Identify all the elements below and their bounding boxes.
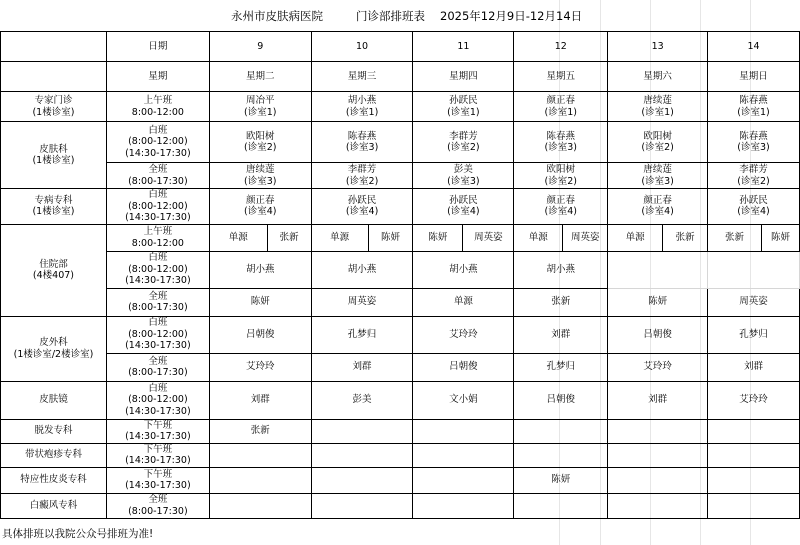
doctor-name: 欧阳树	[643, 130, 672, 142]
doctor-name: 胡小燕	[514, 251, 608, 288]
corner-cell	[1, 62, 107, 92]
dept-hair: 脱发专科	[1, 419, 107, 443]
doctor-name	[413, 419, 514, 443]
shift-cell	[106, 224, 209, 251]
doctor-name: 李群芳	[347, 164, 377, 175]
shift-time: (8:00-17:30)	[128, 367, 188, 378]
doctor-name: 艾玲玲	[708, 381, 800, 419]
doctor-cell	[514, 163, 608, 189]
dept-name: 皮肤科	[39, 143, 68, 155]
doctor-cell	[413, 92, 514, 122]
doctor-name: 胡小燕	[209, 251, 311, 288]
doctor-cell	[209, 189, 311, 225]
shift-label: 下午班	[143, 443, 173, 455]
date-cell: 14	[708, 32, 800, 62]
doctor-name: 欧阳树	[546, 164, 576, 175]
doctor-name: 陈妍	[413, 224, 463, 251]
weekday-cell: 星期三	[311, 62, 413, 92]
weekday-cell: 星期六	[608, 62, 708, 92]
doctor-name	[209, 443, 311, 467]
doctor-name: 唐续莲	[643, 95, 672, 106]
doctor-name: 刘群	[209, 381, 311, 419]
doctor-name	[311, 493, 413, 518]
doctor-name	[311, 443, 413, 467]
shift-time: (8:00-12:00)	[128, 136, 188, 148]
doctor-name: 孙跃民	[739, 194, 768, 206]
shift-label: 全班	[148, 290, 168, 302]
shift-time: (8:00-12:00)	[128, 263, 188, 275]
room-label: (诊室4)	[737, 206, 770, 218]
doctor-name: 单源	[209, 224, 267, 251]
hospital-name: 永州市皮肤病医院	[231, 9, 323, 23]
doctor-cell	[708, 189, 800, 225]
room-label: (诊室3)	[345, 142, 379, 153]
doctor-name	[413, 493, 514, 518]
doctor-name: 周英姿	[463, 224, 514, 251]
dept-inpatient	[1, 224, 107, 316]
dept-name: 皮外科	[39, 337, 68, 348]
doctor-name: 欧阳树	[245, 130, 275, 142]
shift-label: 上午班	[143, 226, 173, 237]
zoster-row	[1, 443, 800, 467]
doctor-cell	[514, 92, 608, 122]
room-label: (诊室4)	[544, 206, 577, 218]
doctor-name: 张新	[514, 288, 608, 316]
doctor-name	[608, 467, 708, 493]
doctor-cell	[209, 163, 311, 189]
doctor-cell	[311, 122, 413, 163]
shift-time: (14:30-17:30)	[125, 212, 191, 223]
shift-time: (8:00-17:30)	[128, 505, 188, 517]
doctor-cell	[708, 163, 800, 189]
weekday-cell: 星期日	[708, 62, 800, 92]
doctor-name: 艾玲玲	[608, 353, 708, 381]
doctor-name: 颜正春	[546, 95, 576, 106]
doctor-name	[708, 493, 800, 518]
doctor-name: 单源	[413, 288, 514, 316]
shift-cell	[106, 251, 209, 288]
doctor-name: 张新	[663, 224, 708, 251]
surgery-day-row	[1, 316, 800, 353]
doctor-name	[311, 467, 413, 493]
shift-time: (14:30-17:30)	[125, 340, 191, 352]
shift-label: 全班	[148, 494, 168, 505]
room-label: (诊室3)	[447, 175, 480, 187]
doctor-name	[608, 419, 708, 443]
shift-cell	[106, 353, 209, 381]
dept-derm	[1, 122, 107, 189]
room-label: (诊室1)	[544, 106, 577, 118]
shift-time: (8:00-17:30)	[128, 175, 188, 187]
doctor-cell	[413, 122, 514, 163]
shift-label: 下午班	[143, 419, 173, 431]
shift-time: (14:30-17:30)	[125, 147, 191, 159]
doctor-name: 张新	[267, 224, 311, 251]
room-label: (诊室1)	[345, 106, 379, 118]
doctor-name: 艾玲玲	[209, 353, 311, 381]
doctor-name	[608, 493, 708, 518]
shift-cell	[106, 493, 209, 518]
doctor-name: 李群芳	[739, 164, 768, 175]
doctor-name: 陈妍	[608, 288, 708, 316]
shift-time: (14:30-17:30)	[125, 431, 191, 442]
special-row	[1, 189, 800, 225]
doctor-name: 胡小燕	[311, 251, 413, 288]
date-cell: 9	[209, 32, 311, 62]
dept-zoster: 带状疱疹专科	[1, 443, 107, 467]
room-label: (诊室2)	[737, 175, 770, 187]
doctor-name: 孔梦归	[708, 316, 800, 353]
doctor-name	[514, 493, 608, 518]
shift-label: 白班	[148, 382, 168, 394]
doctor-cell	[311, 163, 413, 189]
shift-cell	[106, 467, 209, 493]
doctor-name: 吕朝俊	[209, 316, 311, 353]
doctor-name: 彭美	[453, 164, 473, 175]
doctor-name: 陈春燕	[739, 130, 768, 142]
room-label: (诊室2)	[544, 175, 577, 187]
room-label: (诊室2)	[345, 175, 379, 187]
room-label: (诊室1)	[244, 106, 277, 118]
doctor-name: 唐续莲	[643, 164, 672, 175]
doctor-cell	[608, 92, 708, 122]
doctor-name: 李群芳	[449, 130, 478, 142]
empty-cell	[708, 251, 800, 288]
shift-time: (14:30-17:30)	[125, 455, 191, 466]
doctor-name	[708, 419, 800, 443]
doctor-cell	[209, 122, 311, 163]
shift-cell	[106, 443, 209, 467]
shift-time: 8:00-12:00	[131, 237, 184, 249]
doctor-cell	[209, 92, 311, 122]
shift-cell	[106, 288, 209, 316]
room-label: (诊室2)	[244, 142, 277, 153]
doctor-name: 陈春燕	[739, 95, 768, 106]
dept-location: (1楼诊室)	[32, 155, 75, 166]
doctor-name: 张新	[209, 419, 311, 443]
room-label: (诊室4)	[447, 206, 480, 218]
doctor-name: 周英姿	[311, 288, 413, 316]
doctor-name: 张新	[708, 224, 762, 251]
doctor-name: 吕朝俊	[413, 353, 514, 381]
doctor-name: 唐续莲	[245, 164, 275, 175]
doctor-name: 陈春燕	[546, 130, 576, 142]
hair-row	[1, 419, 800, 443]
room-label: (诊室3)	[244, 175, 277, 187]
expert-row	[1, 92, 800, 122]
doctor-cell	[514, 122, 608, 163]
doctor-name: 周冶平	[245, 95, 275, 106]
doctor-name: 吕朝俊	[514, 381, 608, 419]
doctor-cell	[708, 122, 800, 163]
shift-cell	[106, 122, 209, 163]
room-label: (诊室3)	[544, 142, 577, 153]
date-label: 日期	[106, 32, 209, 62]
room-label: (诊室4)	[244, 206, 277, 218]
doctor-name: 周英姿	[708, 288, 800, 316]
dept-location: (1楼诊室)	[32, 106, 75, 118]
shift-label: 上午班	[143, 95, 173, 106]
doctor-cell	[311, 189, 413, 225]
doctor-name: 孙跃民	[449, 95, 478, 106]
inpatient-full-row	[1, 288, 800, 316]
room-label: (诊室3)	[737, 142, 770, 153]
atopic-row	[1, 467, 800, 493]
doctor-name	[209, 467, 311, 493]
doctor-name: 单源	[608, 224, 663, 251]
inpatient-am-row	[1, 224, 800, 251]
doctor-name: 陈春燕	[347, 130, 377, 142]
shift-time: (14:30-17:30)	[125, 480, 191, 491]
dept-surgery	[1, 316, 107, 381]
shift-time: (14:30-17:30)	[125, 275, 191, 287]
doctor-cell	[608, 163, 708, 189]
doctor-name: 文小娟	[413, 381, 514, 419]
shift-label: 白班	[148, 252, 168, 264]
shift-label: 全班	[148, 164, 168, 175]
doctor-name: 艾玲玲	[413, 316, 514, 353]
doctor-name: 单源	[311, 224, 368, 251]
room-label: (诊室2)	[447, 142, 480, 153]
room-label: (诊室1)	[641, 106, 674, 118]
doctor-name	[413, 467, 514, 493]
date-cell: 11	[413, 32, 514, 62]
doctor-name: 颜正春	[643, 194, 672, 206]
dept-name: 皮肤镜	[39, 394, 68, 406]
shift-time: (14:30-17:30)	[125, 405, 191, 417]
doctor-cell	[413, 189, 514, 225]
doctor-name: 单源	[514, 224, 563, 251]
dept-special	[1, 189, 107, 225]
doctor-name	[608, 443, 708, 467]
weekday-cell: 星期二	[209, 62, 311, 92]
weekday-row	[1, 62, 800, 92]
doctor-name: 颜正春	[546, 194, 576, 206]
doctor-name: 孔梦归	[514, 353, 608, 381]
doctor-name	[413, 443, 514, 467]
inpatient-day-row	[1, 251, 800, 288]
doctor-cell	[311, 92, 413, 122]
derm-day-row	[1, 122, 800, 163]
shift-cell	[106, 189, 209, 225]
weekday-label: 星期	[106, 62, 209, 92]
shift-cell	[106, 316, 209, 353]
corner-cell	[1, 32, 107, 62]
dept-location: (1楼诊室)	[32, 206, 75, 218]
shift-label: 全班	[148, 355, 168, 367]
shift-label: 白班	[148, 124, 168, 136]
date-row	[1, 32, 800, 62]
shift-cell	[106, 92, 209, 122]
dept-atopic: 特应性皮炎专科	[1, 467, 107, 493]
dept-expert	[1, 92, 107, 122]
doctor-name	[311, 419, 413, 443]
shift-time: (8:00-12:00)	[128, 394, 188, 406]
scope-row	[1, 381, 800, 419]
doctor-name	[514, 419, 608, 443]
doctor-name: 颜正春	[245, 194, 275, 206]
room-label: (诊室4)	[641, 206, 674, 218]
date-cell: 12	[514, 32, 608, 62]
schedule-table	[0, 31, 800, 519]
doctor-name: 陈妍	[368, 224, 413, 251]
page-title: 门诊部排班表	[356, 9, 425, 23]
doctor-name: 彭美	[311, 381, 413, 419]
doctor-cell	[514, 189, 608, 225]
shift-label: 白班	[148, 189, 168, 200]
dept-location: (4楼407)	[32, 270, 74, 281]
doctor-name: 刘群	[311, 353, 413, 381]
shift-time: 8:00-12:00	[131, 106, 184, 118]
doctor-cell	[608, 189, 708, 225]
doctor-name: 刘群	[708, 353, 800, 381]
empty-cell	[608, 251, 708, 288]
doctor-name	[209, 493, 311, 518]
derm-full-row	[1, 163, 800, 189]
dept-vitiligo: 白癜风专科	[1, 493, 107, 518]
shift-cell	[106, 419, 209, 443]
doctor-name	[708, 443, 800, 467]
date-cell: 13	[608, 32, 708, 62]
dept-name: 专病专科	[34, 194, 73, 206]
doctor-name: 胡小燕	[347, 95, 377, 106]
doctor-name: 周英姿	[563, 224, 608, 251]
doctor-name	[514, 443, 608, 467]
doctor-name: 孙跃民	[347, 194, 377, 206]
doctor-cell	[608, 122, 708, 163]
vitiligo-row	[1, 493, 800, 518]
shift-time: (8:00-12:00)	[128, 328, 188, 340]
doctor-cell	[708, 92, 800, 122]
doctor-name: 陈妍	[761, 224, 799, 251]
surgery-full-row	[1, 353, 800, 381]
shift-time: (8:00-17:30)	[128, 302, 188, 313]
shift-label: 下午班	[143, 468, 173, 480]
shift-cell	[106, 163, 209, 189]
footer-note: 具体排班以我院公众号排班为准!	[2, 528, 154, 540]
doctor-cell	[413, 163, 514, 189]
weekday-cell: 星期四	[413, 62, 514, 92]
doctor-name	[708, 467, 800, 493]
doctor-name: 陈妍	[209, 288, 311, 316]
date-range: 2025年12月9日-12月14日	[440, 9, 583, 23]
doctor-name: 胡小燕	[413, 251, 514, 288]
room-label: (诊室4)	[345, 206, 379, 218]
dept-name: 专家门诊	[34, 95, 73, 106]
dept-location: (1楼诊室/2楼诊室)	[13, 348, 94, 360]
room-label: (诊室3)	[641, 175, 674, 187]
doctor-name: 陈妍	[514, 467, 608, 493]
shift-time: (8:00-12:00)	[128, 200, 188, 212]
doctor-name: 孙跃民	[449, 194, 478, 206]
shift-cell	[106, 381, 209, 419]
room-label: (诊室2)	[641, 142, 674, 153]
doctor-name: 孔梦归	[311, 316, 413, 353]
doctor-name: 刘群	[608, 381, 708, 419]
room-label: (诊室1)	[447, 106, 480, 118]
doctor-name: 吕朝俊	[608, 316, 708, 353]
doctor-name: 刘群	[514, 316, 608, 353]
shift-label: 白班	[148, 317, 168, 329]
dept-name: 住院部	[39, 258, 68, 270]
weekday-cell: 星期五	[514, 62, 608, 92]
date-cell: 10	[311, 32, 413, 62]
room-label: (诊室1)	[737, 106, 770, 118]
dept-scope	[1, 381, 107, 419]
